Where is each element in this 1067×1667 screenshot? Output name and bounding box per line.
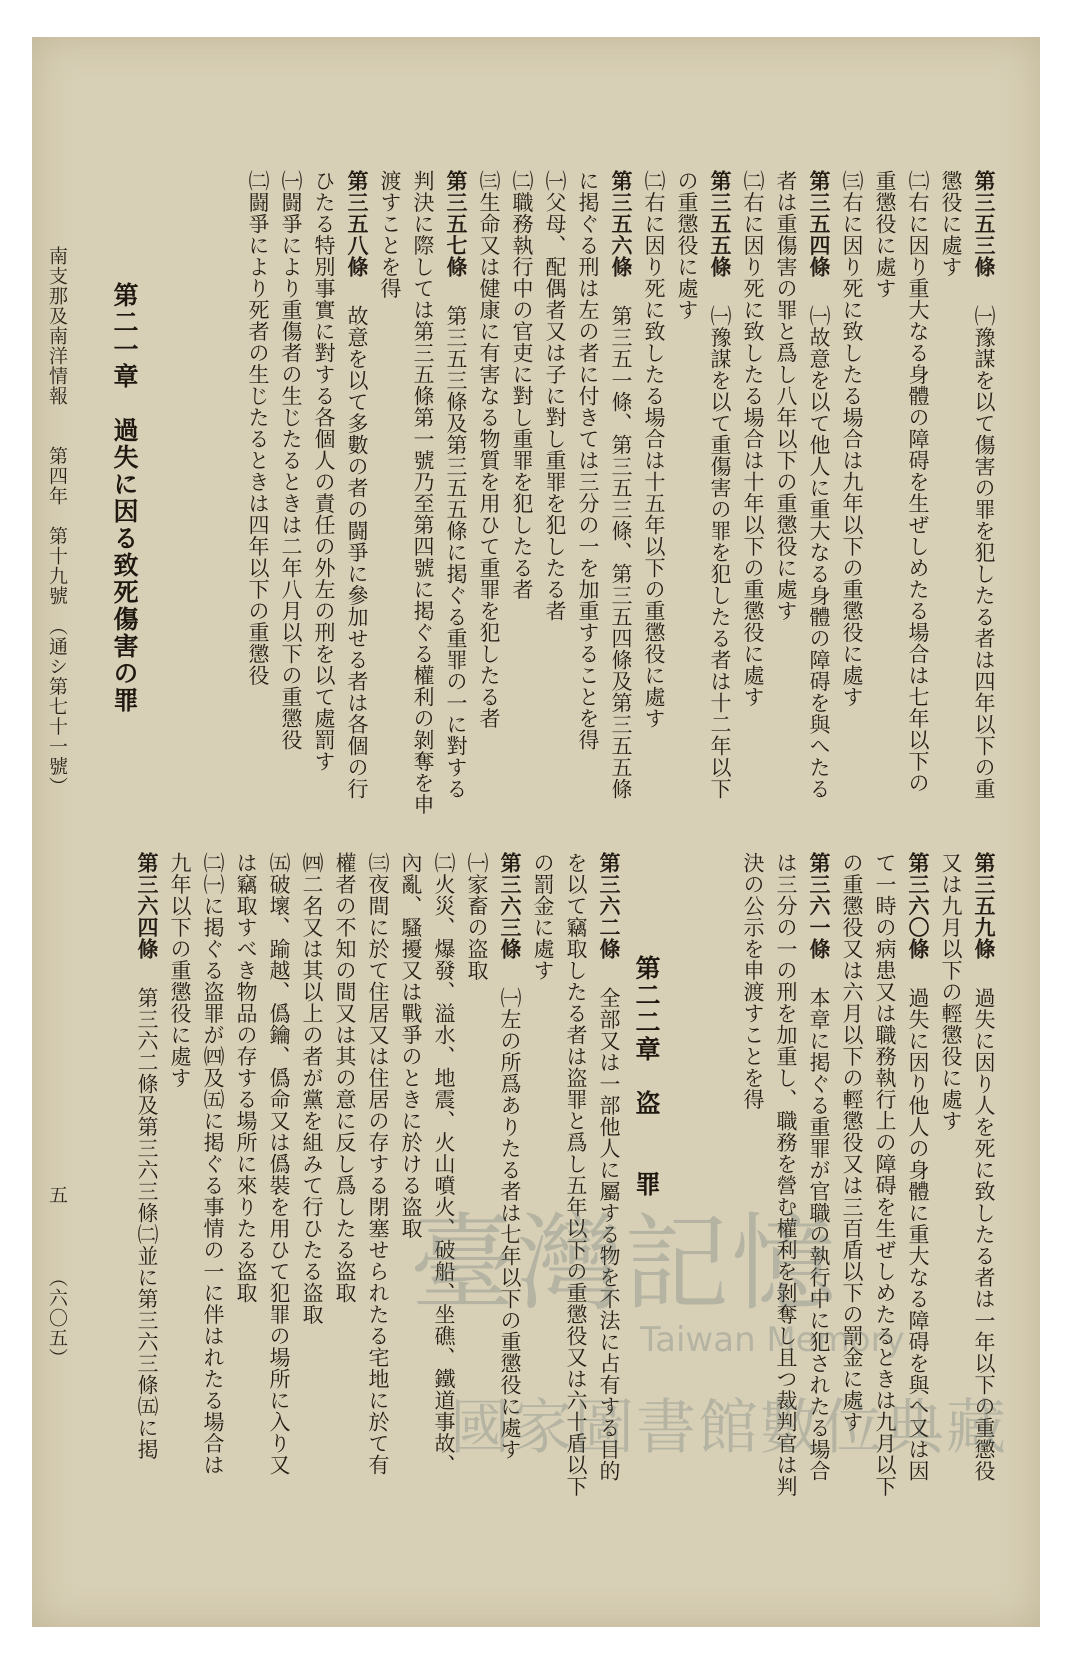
text-column	[703, 170, 736, 800]
text-column	[229, 852, 262, 1572]
text-column	[901, 170, 934, 794]
text-column	[493, 852, 526, 1572]
watermark-english-text: Taiwan Memory	[640, 1320, 905, 1360]
column-text: の重懲役又は六月以下の輕懲役又は三百盾以下の罰金に處す	[840, 852, 864, 1433]
text-column	[934, 852, 967, 1572]
column-text: ひたる特別事實に對する各個人の責任の外左の刑を以て處罰す	[312, 170, 336, 772]
column-text: 懲役に處す	[939, 170, 963, 278]
column-text: を以て竊取したる者は盗罪と爲し五年以下の重懲役又は六十盾以下	[564, 852, 588, 1497]
column-text: ㈠闘爭により重傷者の生じたるときは二年八月以下の重懲役	[279, 170, 303, 751]
chapter-22-heading: 第二二章 盗 罪	[632, 955, 661, 1198]
column-text: 本章に掲ぐる重罪が官職の執行中に犯されたる場合	[807, 987, 831, 1482]
column-text: 又は九月以下の輕懲役に處す	[939, 852, 963, 1132]
column-text: ㈡右に因り重大なる身體の障碍を生ぜしめたる場合は七年以下の	[906, 170, 930, 794]
text-column	[406, 170, 439, 815]
column-text: ㈡右に因り死に致したる場合は十五年以下の重懲役に處す	[642, 170, 666, 729]
article-number: 第三六三條	[498, 852, 522, 960]
text-column	[868, 170, 901, 790]
column-text: の重懲役に處す	[675, 170, 699, 321]
column-text: 故意を以て多數の者の闘爭に參加せる者は各個の行	[345, 305, 369, 800]
text-column	[967, 170, 1000, 800]
text-column	[670, 170, 703, 790]
watermark-main-text: 臺灣記憶	[410, 1203, 839, 1325]
text-column	[163, 852, 196, 1572]
article-number: 第三五四條	[807, 170, 831, 278]
text-column	[241, 170, 274, 790]
publication-footer: 南支那及南洋情報 第四年 第十九號 （通シ第七十一號）	[46, 246, 68, 797]
article-number: 第三六二條	[597, 852, 621, 960]
column-text: 過失に因り他人の身體に重大なる障碍を與へ又は因	[906, 987, 930, 1482]
text-column	[373, 170, 406, 790]
column-text: の罰金に處す	[531, 852, 555, 981]
column-text: ㈣二名又は其以上の者が黨を組みて行ひたる盗取	[300, 852, 324, 1325]
text-column	[295, 852, 328, 1572]
column-text: ㈡火災、爆發、溢水、地震、火山噴火、破船、坐礁、鐵道事故、	[432, 852, 456, 1476]
text-column	[835, 852, 868, 1572]
text-column	[460, 852, 493, 1572]
text-column	[340, 170, 373, 800]
column-text: ㈠豫謀を以て傷害の罪を犯したる者は四年以下の重	[972, 305, 996, 800]
article-number: 第三五五條	[708, 170, 732, 278]
column-text: 內亂、騷擾又は戰爭のときに於ける盗取	[399, 852, 423, 1239]
page-number-inner: 五	[46, 1185, 68, 1205]
column-text: て一時の病患又は職務執行上の障碍を生ぜしめたるときは九月以下	[873, 852, 897, 1497]
text-column	[802, 170, 835, 800]
text-column	[274, 170, 307, 790]
text-column	[934, 170, 967, 790]
column-text: ㈠豫謀を以て重傷害の罪を犯したる者は十二年以下	[708, 305, 732, 800]
column-text: ㈢夜間に於て住居又は住居の存する閉塞せられたる宅地に於て有	[366, 852, 390, 1476]
watermark-sub-text: 國家圖書館數位典藏	[450, 1393, 1008, 1463]
column-text: ㈠父母、配偶者又は子に對し重罪を犯したる者	[543, 170, 567, 622]
text-column	[769, 852, 802, 1572]
text-column	[592, 852, 625, 1572]
column-text: 渡すことを得	[378, 170, 402, 299]
text-column	[307, 170, 340, 790]
chapter-21-heading: 第二一章 過失に因る致死傷害の罪	[110, 282, 139, 714]
text-column	[604, 170, 637, 800]
column-text: 第三五一條、第三五三條、第三五四條及第三五五條	[609, 305, 633, 800]
article-number: 第三五六條	[609, 170, 633, 278]
column-text: は竊取すべき物品の存する場所に來りたる盗取	[234, 852, 258, 1304]
column-text: ㈠家畜の盗取	[465, 852, 489, 981]
column-text: は三分の一の刑を加重し、職務を營む權利を剝奪し且つ裁判官は判	[774, 852, 798, 1497]
text-column	[427, 852, 460, 1572]
text-column	[538, 170, 571, 790]
upper-text-block	[220, 170, 1000, 815]
text-column	[505, 170, 538, 790]
text-column	[901, 852, 934, 1572]
article-number: 第三六四條	[135, 852, 159, 960]
text-column	[769, 170, 802, 790]
text-column	[571, 170, 604, 790]
page-number-outer: （六〇五）	[46, 1268, 68, 1368]
text-column	[802, 852, 835, 1572]
text-column	[196, 852, 229, 1572]
column-text: ㈡右に因り死に致したる場合は十年以下の重懲役に處す	[741, 170, 765, 708]
article-number: 第三五八條	[345, 170, 369, 278]
text-column	[439, 170, 472, 800]
article-number: 第三六〇條	[906, 852, 930, 960]
text-column	[394, 852, 427, 1572]
column-text: 過失に因り人を死に致したる者は一年以下の重懲役	[972, 987, 996, 1482]
text-column	[967, 852, 1000, 1572]
text-column	[868, 852, 901, 1572]
text-column	[328, 852, 361, 1572]
text-column	[736, 170, 769, 790]
column-text: 九年以下の重懲役に處す	[168, 852, 192, 1089]
text-column	[130, 852, 163, 1572]
text-column	[736, 852, 769, 1572]
column-text: ㈡㈠に掲ぐる盗罪が㈣及㈤に掲ぐる事情の一に伴はれたる場合は	[201, 852, 225, 1476]
column-text: 判決に際しては第三五條第一號乃至第四號に掲ぐる權利の剝奪を申	[411, 170, 435, 815]
column-text: ㈢生命又は健康に有害なる物質を用ひて重罪を犯したる者	[477, 170, 501, 729]
column-text: 重懲役に處す	[873, 170, 897, 299]
text-column	[559, 852, 592, 1572]
article-number: 第三五九條	[972, 852, 996, 960]
column-text: ㈠左の所爲ありたる者は七年以下の重懲役に處す	[498, 987, 522, 1460]
column-text: に掲ぐる刑は左の者に付きては三分の一を加重することを得	[576, 170, 600, 751]
column-text: 第三六二條及第三六三條㈡並に第三六三條㈤に掲	[135, 987, 159, 1460]
column-text: ㈠故意を以て他人に重大なる身體の障碍を與へたる	[807, 305, 831, 800]
article-number: 第三六一條	[807, 852, 831, 960]
text-column	[472, 170, 505, 790]
article-number: 第三五三條	[972, 170, 996, 278]
text-column	[262, 852, 295, 1572]
column-text: ㈤破壞、踰越、僞鑰、僞命又は僞裝を用ひて犯罪の場所に入り又	[267, 852, 291, 1476]
column-text: 第三五三條及第三五五條に掲ぐる重罪の一に對する	[444, 305, 468, 800]
column-text: ㈢右に因り死に致したる場合は九年以下の重懲役に處す	[840, 170, 864, 708]
column-text: 權者の不知の間又は其の意に反し爲したる盗取	[333, 852, 357, 1304]
text-column	[835, 170, 868, 790]
column-text: ㈡職務執行中の官吏に對し重罪を犯したる者	[510, 170, 534, 600]
lower-text-block-left	[135, 852, 625, 1572]
column-text: ㈡闘爭により死者の生じたるときは四年以下の重懲役	[246, 170, 270, 686]
text-column	[526, 852, 559, 1572]
text-column	[637, 170, 670, 790]
column-text: 決の公示を申渡すことを得	[741, 852, 765, 1110]
text-column	[361, 852, 394, 1572]
article-number: 第三五七條	[444, 170, 468, 278]
column-text: 全部又は一部他人に屬する物を不法に占有する目的	[597, 987, 621, 1482]
lower-text-block-right	[720, 852, 1000, 1572]
column-text: 者は重傷害の罪と爲し八年以下の重懲役に處す	[774, 170, 798, 622]
